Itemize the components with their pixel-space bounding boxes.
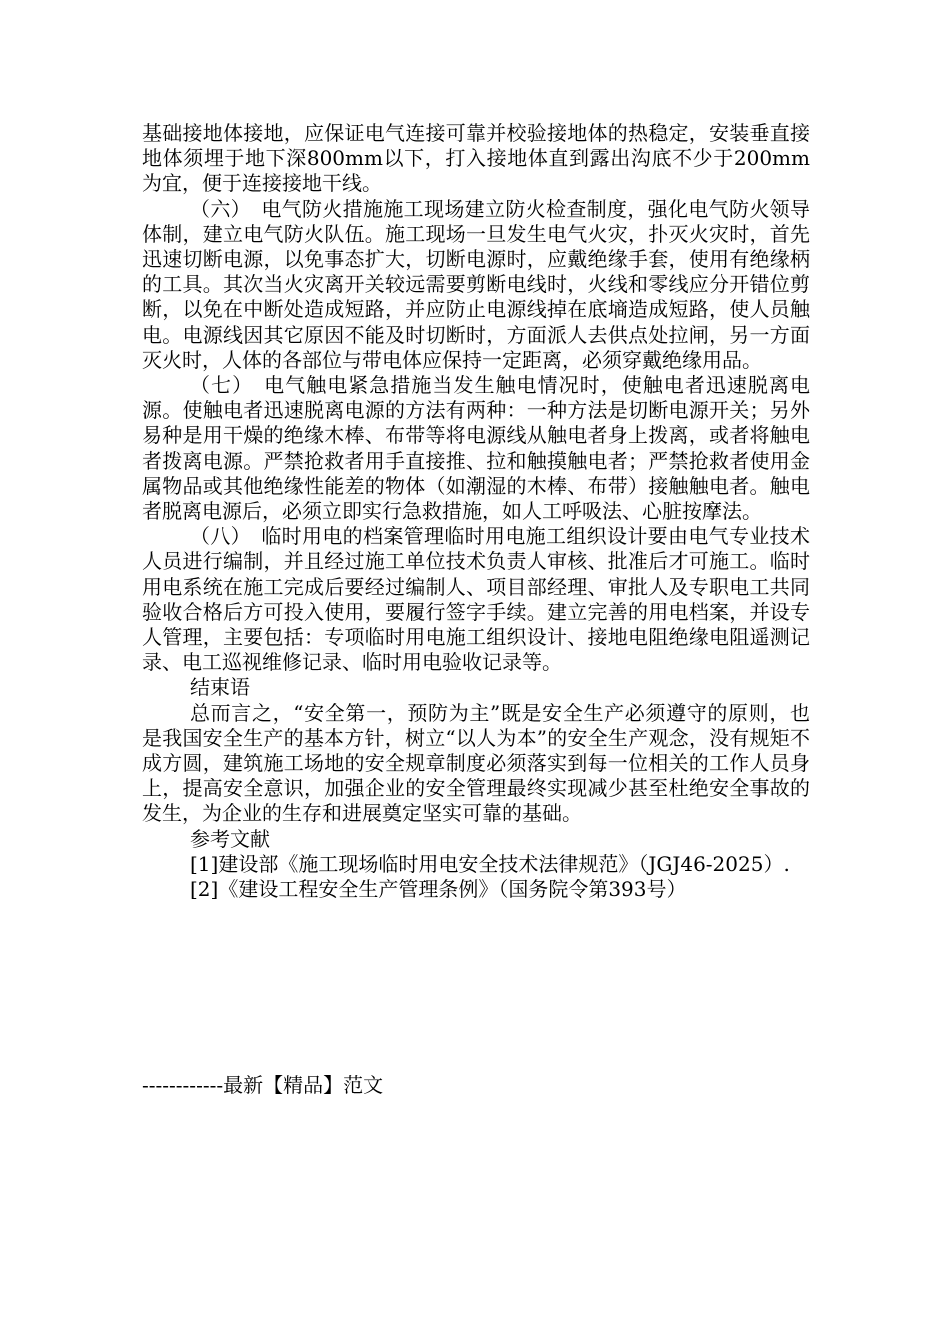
conclusion-paragraph: 总而言之，“安全第一，预防为主”既是安全生产必须遵守的原则，也是我国安全生产的基本方针，树立“以人为本”的安全生产观念，没有规矩不成方圆，建筑施工场地的安全规章制度必须落实到每一位相关的工作人员身上，提高安全意识，加强企业的安全管理最终实现减少甚至杜绝安全事故的发生，为企业的生存和进展奠定坚实可靠的基础。 xyxy=(142,700,810,826)
reference-item: [1]建设部《施工现场临时用电安全技术法律规范》（JGJ46-2025）. xyxy=(190,851,790,876)
reference-item: [2]《建设工程安全生产管理条例》（国务院令第393号） xyxy=(190,877,687,902)
references-heading: 参考文献 xyxy=(190,826,270,851)
paragraph-grounding: 基础接地体接地，应保证电气连接可靠并校验接地体的热稳定，安装垂直接地体须埋于地下深800mm以下，打入接地体直到露出沟底不少于200mm为宜，便于连接接地干线。 xyxy=(142,121,810,196)
paragraph-archive-management: （八） 临时用电的档案管理临时用电施工组织设计要由电气专业技术人员进行编制，并且经过施工单位技术负责人审核、批准后才可施工。临时用电系统在施工完成后要经过编制人、项目部经理、审批人及专职电工共同验收合格后方可投入使用，要履行签字手续。建立完善的用电档案，并设专人管理，主要包括：专项临时用电施工组织设计、接地电阻绝缘电阻遥测记录、电工巡视维修记录、临时用电验收记录等。 xyxy=(142,524,810,675)
paragraph-electric-shock: （七） 电气触电紧急措施当发生触电情况时，使触电者迅速脱离电源。使触电者迅速脱离电源的方法有两种：一种方法是切断电源开关；另外易种是用干燥的绝缘木棒、布带等将电源线从触电者身上拨离，或者将触电者拨离电源。严禁抢救者用手直接推、拉和触摸触电者；严禁抢救者使用金属物品或其他绝缘性能差的物体（如潮湿的木棒、布带）接触触电者。触电者脱离电源后，必须立即实行急救措施，如人工呼吸法、心脏按摩法。 xyxy=(142,373,810,524)
paragraph-fire-prevention: （六） 电气防火措施施工现场建立防火检查制度，强化电气防火领导体制，建立电气防火队伍。施工现场一旦发生电气火灾，扑灭火灾时，首先迅速切断电源，以免事态扩大，切断电源时，应戴绝缘手套，使用有绝缘柄的工具。其次当火灾离开关较远需要剪断电线时，火线和零线应分开错位剪断，以免在中断处造成短路，并应防止电源线掉在底墒造成短路，使人员触电。电源线因其它原因不能及时切断时，方面派人去供点处拉闸，另一方面灭火时，人体的各部位与带电体应保持一定距离，必须穿戴绝缘用品。 xyxy=(142,196,810,372)
conclusion-heading: 结束语 xyxy=(190,675,250,700)
footer-label: ------------最新【精品】范文 xyxy=(142,1073,384,1097)
document-body xyxy=(142,121,810,902)
